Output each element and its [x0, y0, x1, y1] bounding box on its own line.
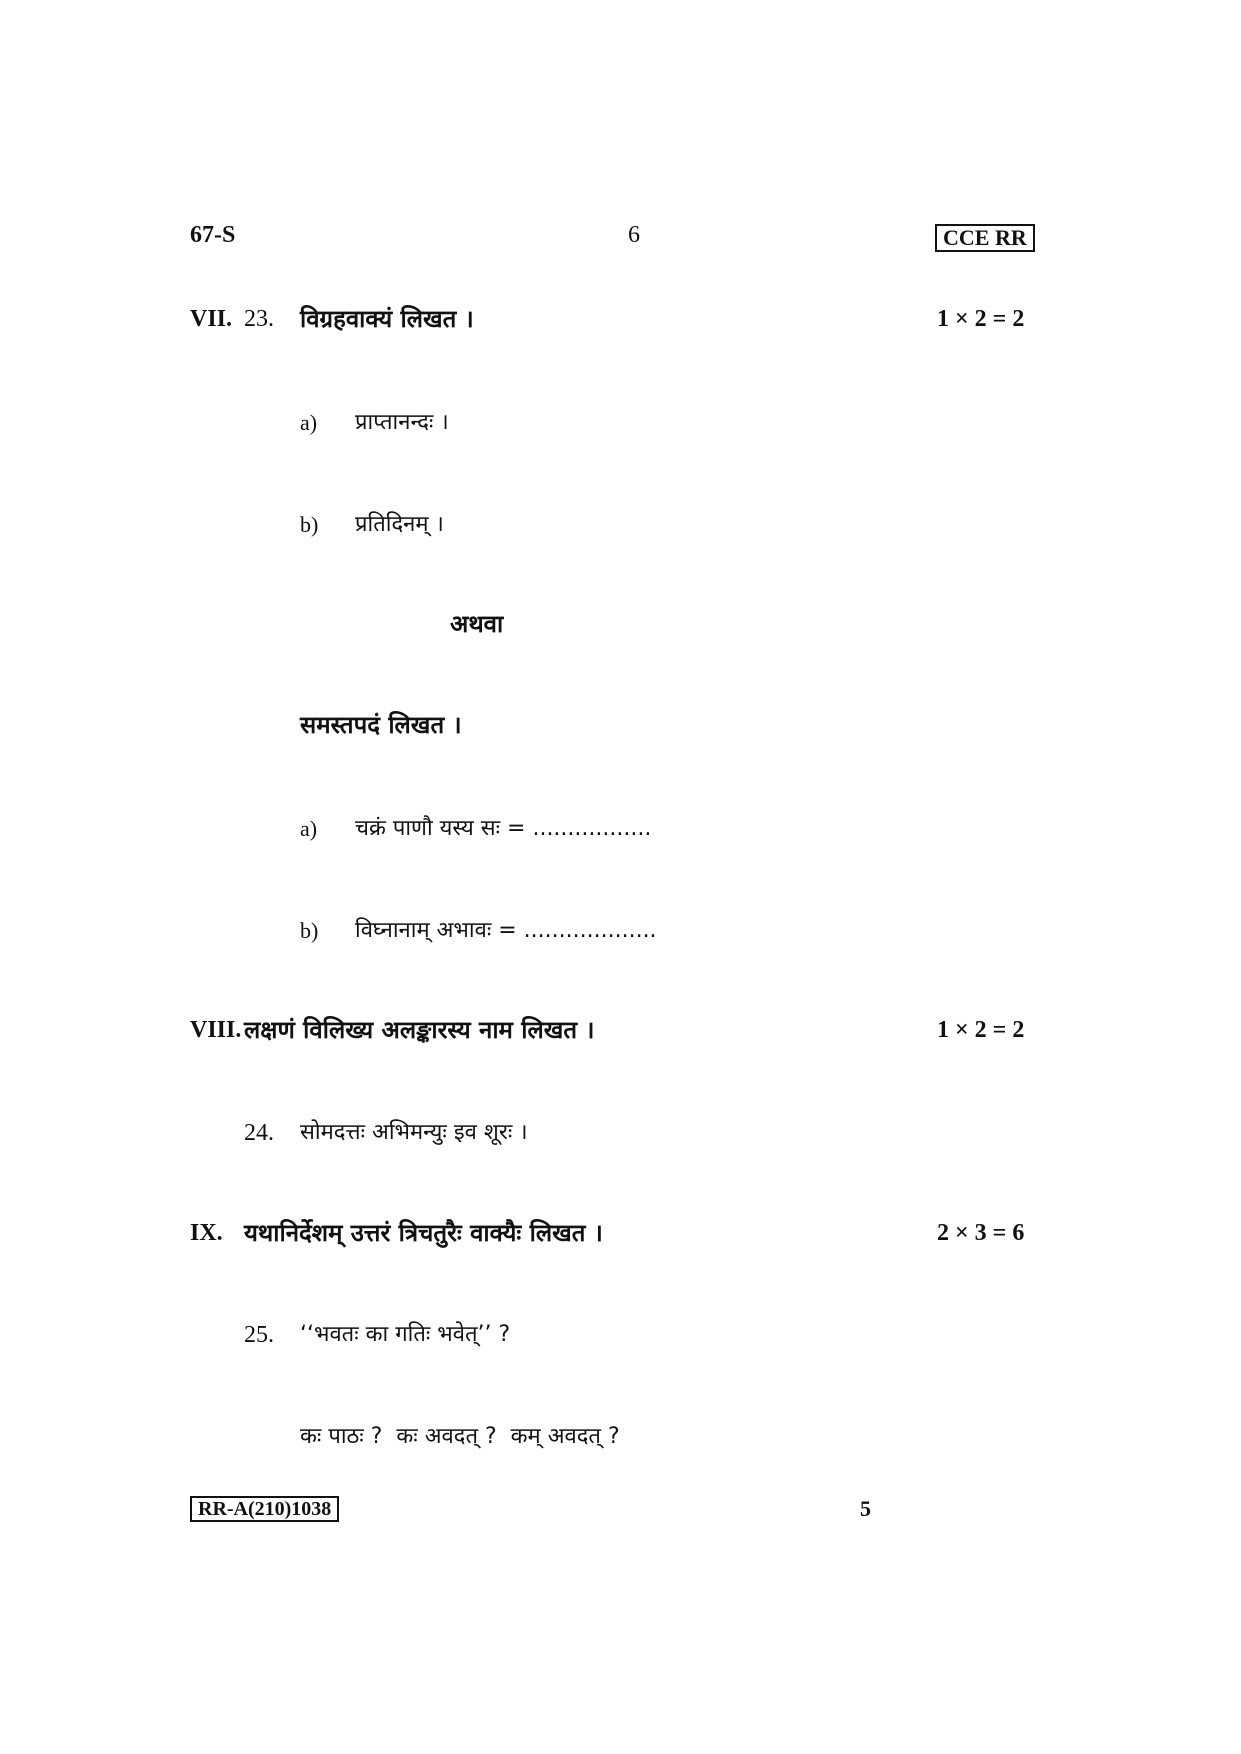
footer-code-box: RR-A(210)1038 — [190, 1496, 339, 1522]
alt-item-b-text: विघ्नानाम् अभावः = ................... — [355, 918, 657, 943]
question-24-number: 24. — [244, 1120, 274, 1146]
question-25-sub: कः पाठः ? कः अवदत् ? कम् अवदत् ? — [300, 1424, 620, 1449]
alt-item-a-label: a) — [300, 816, 318, 841]
item-b-text: प्रतिदिनम् । — [355, 512, 444, 537]
series-code-box: CCE RR — [935, 224, 1035, 252]
section-viii-marks: 1 × 2 = 2 — [937, 1017, 1025, 1043]
section-vii-marks: 1 × 2 = 2 — [937, 306, 1025, 332]
section-vii-instruction: विग्रहवाक्यं लिखत । — [300, 305, 474, 333]
section-viii-instruction: लक्षणं विलिख्य अलङ्कारस्य नाम लिखत । — [244, 1016, 595, 1044]
item-a-text: प्राप्तानन्दः । — [355, 410, 449, 435]
alt-instruction: समस्तपदं लिखत । — [300, 711, 462, 739]
section-ix-roman: IX. — [190, 1220, 223, 1246]
section-ix-marks: 2 × 3 = 6 — [937, 1220, 1025, 1246]
alt-item-b-label: b) — [300, 918, 319, 943]
alt-item-a-text: चक्रं पाणौ यस्य सः = ................. — [355, 816, 652, 841]
item-a-label: a) — [300, 410, 318, 435]
question-25-number: 25. — [244, 1322, 274, 1348]
paper-code: 67-S — [190, 222, 236, 248]
question-25-text: ‘‘भवतः का गतिः भवेत्’’ ? — [300, 1322, 511, 1347]
item-b-label: b) — [300, 512, 319, 537]
question-24-text: सोमदत्तः अभिमन्युः इव शूरः । — [300, 1120, 528, 1145]
section-viii-roman: VIII. — [190, 1017, 242, 1043]
or-label: अथवा — [450, 610, 504, 638]
section-vii-roman: VII. — [190, 306, 233, 332]
footer-page-number: 5 — [860, 1496, 871, 1521]
page-number: 6 — [628, 222, 640, 248]
question-23-number: 23. — [244, 306, 274, 332]
section-ix-instruction: यथानिर्देशम् उत्तरं त्रिचतुरैः वाक्यैः लिखत । — [244, 1219, 603, 1247]
